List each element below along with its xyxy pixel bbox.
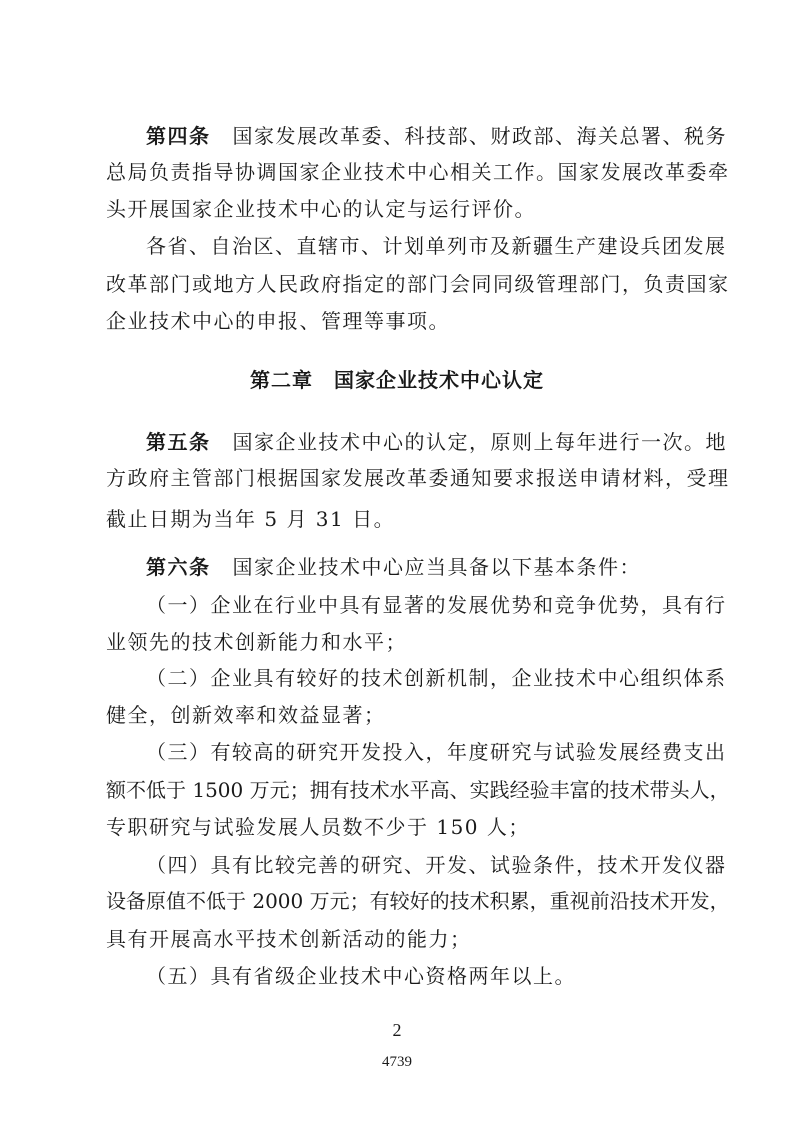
- article6-item2-text-1: （二）企业具有较好的技术创新机制，企业技术中心组织体系: [146, 666, 727, 690]
- article6-item4-text-3: 具有开展高水平技术创新活动的能力；: [106, 927, 472, 951]
- article6-item3-text-1: （三）有较高的研究开发投入，年度研究与试验发展经费支出: [146, 740, 727, 764]
- article6-item3-text-3: 专职研究与试验发展人员数不少于 150 人；: [106, 815, 530, 839]
- article6-item1-text-2: 业领先的技术创新能力和水平；: [106, 630, 407, 654]
- article4-first-line: [146, 122, 727, 150]
- article6-item1-text-1: （一）企业在行业中具有显著的发展优势和竞争优势，具有行: [146, 593, 727, 617]
- article6-heading: 第六条: [146, 555, 211, 579]
- article5-text-2: 方政府主管部门根据国家发展改革委通知要求报送申请材料，受理: [106, 466, 730, 490]
- document-number: 4739: [382, 1054, 412, 1070]
- article4-para2-text-2: 改革部门或地方人民政府指定的部门会同同级管理部门，负责国家: [106, 272, 730, 296]
- article5-heading: 第五条: [146, 430, 211, 454]
- article6-item3-text-2: 额不低于 1500 万元；拥有技术水平高、实践经验丰富的技术带头人，: [106, 778, 730, 802]
- article6-item5-text-1: （五）具有省级企业技术中心资格两年以上。: [146, 964, 576, 988]
- article5-first-line: [146, 428, 727, 456]
- chapter-title: 第二章 国家企业技术中心认定: [250, 368, 544, 392]
- article5-text-1: 国家企业技术中心的认定，原则上每年进行一次。地: [232, 430, 727, 454]
- article5-text-3: 截止日期为当年 5 月 31 日。: [106, 507, 396, 531]
- page-number: 2: [392, 1020, 402, 1040]
- article4-para2-text-1: 各省、自治区、直辖市、计划单列市及新疆生产建设兵团发展: [146, 234, 727, 258]
- article6-item4-text-1: （四）具有比较完善的研究、开发、试验条件，技术开发仪器: [146, 853, 727, 877]
- article4-text-3: 头开展国家企业技术中心的认定与运行评价。: [106, 197, 536, 221]
- article4-para2-text-3: 企业技术中心的申报、管理等事项。: [106, 309, 450, 333]
- article6-item4-text-2: 设备原值不低于 2000 万元；有较好的技术积累，重视前沿技术开发，: [106, 889, 730, 913]
- article4-text-1: 国家发展改革委、科技部、财政部、海关总署、税务: [232, 124, 727, 148]
- article6-item2-text-2: 健全，创新效率和效益显著；: [106, 703, 386, 727]
- article6-first-line: [146, 553, 641, 581]
- article6-text-1: 国家企业技术中心应当具备以下基本条件：: [232, 555, 641, 579]
- article4-heading: 第四条: [146, 124, 211, 148]
- article4-text-2: 总局负责指导协调国家企业技术中心相关工作。国家发展改革委牵: [106, 160, 730, 184]
